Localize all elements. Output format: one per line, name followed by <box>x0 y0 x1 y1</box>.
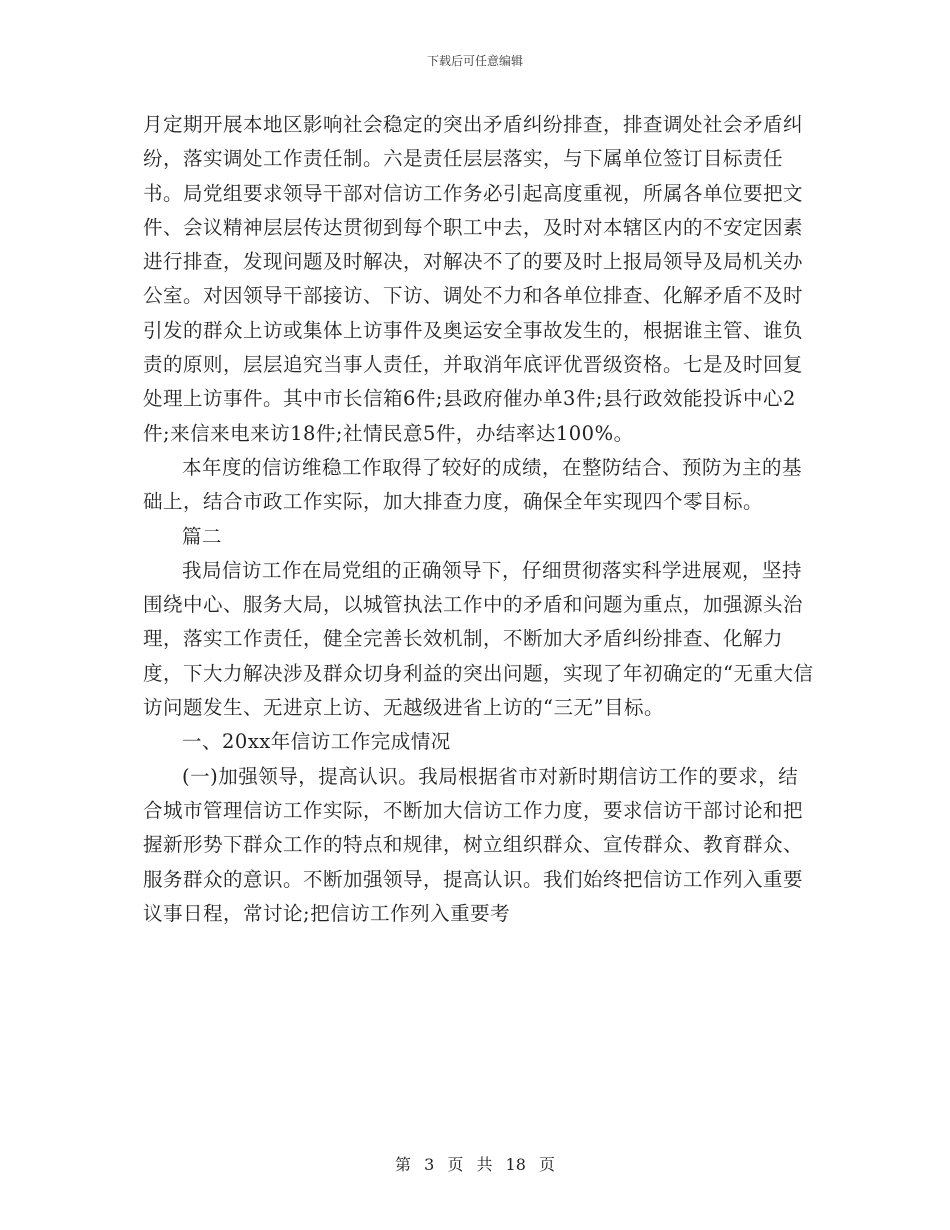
page-header: 下载后可任意编辑 <box>426 54 523 68</box>
paragraph-summary: 本年度的信访维稳工作取得了较好的成绩，在整防结合、预防为主的基础上，结合市政工作实际，加大排查力度，确保全年实现四个零目标。 <box>143 455 803 514</box>
document-body <box>143 108 815 931</box>
paragraph-item-1: (一)加强领导，提高认识。我局根据省市对新时期信访工作的要求，结合城市管理信访工作实际，不断加大信访工作力度，要求信访干部讨论和把握新形势下群众工作的特点和规律，树立组织群众、宣传群众、教育群众、服务群众的意识。不断加强领导，提高认识。我们始终把信访工作列入重要议事日程，常讨论;把信访工作列入重要考 <box>143 764 804 925</box>
paragraph-intro: 我局信访工作在局党组的正确领导下，仔细贯彻落实科学进展观，坚持围绕中心、服务大局，以城管执法工作中的矛盾和问题为重点，加强源头治理，落实工作责任，健全完善长效机制，不断加大矛盾纠纷排查、化解力度，下大力解决涉及群众切身利益的突出问题，实现了年初确定的“无重大信访问题发生、无进京上访、无越级进省上访的“三无”目标。 <box>143 558 814 720</box>
paragraph-continued: 月定期开展本地区影响社会稳定的突出矛盾纠纷排查，排查调处社会矛盾纠纷，落实调处工作责任制。六是责任层层落实，与下属单位签订目标责任书。局党组要求领导干部对信访工作务必引起高度重视，所属各单位要把文件、会议精神层层传达贯彻到每个职工中去，及时对本辖区内的不安定因素进行排查，发现问题及时解决，对解决不了的要及时上报局领导及局机关办公室。对因领导干部接访、下访、调处不力和各单位排查、化解矛盾不及时引发的群众上访或集体上访事件及奥运安全事故发生的，根据谁主管、谁负责的原则，层层追究当事人责任，并取消年底评优晋级资格。七是及时回复处理上访事件。其中市长信箱6件;县政府催办单3件;县行政效能投诉中心2件;来信来电来访18件;社情民意5件，办结率达100%。 <box>143 113 804 445</box>
section-title-part-two: 篇二 <box>182 524 223 548</box>
section-heading: 一、20xx年信访工作完成情况 <box>182 730 451 754</box>
page-number: 第 3 页 共 18 页 <box>395 1155 555 1174</box>
